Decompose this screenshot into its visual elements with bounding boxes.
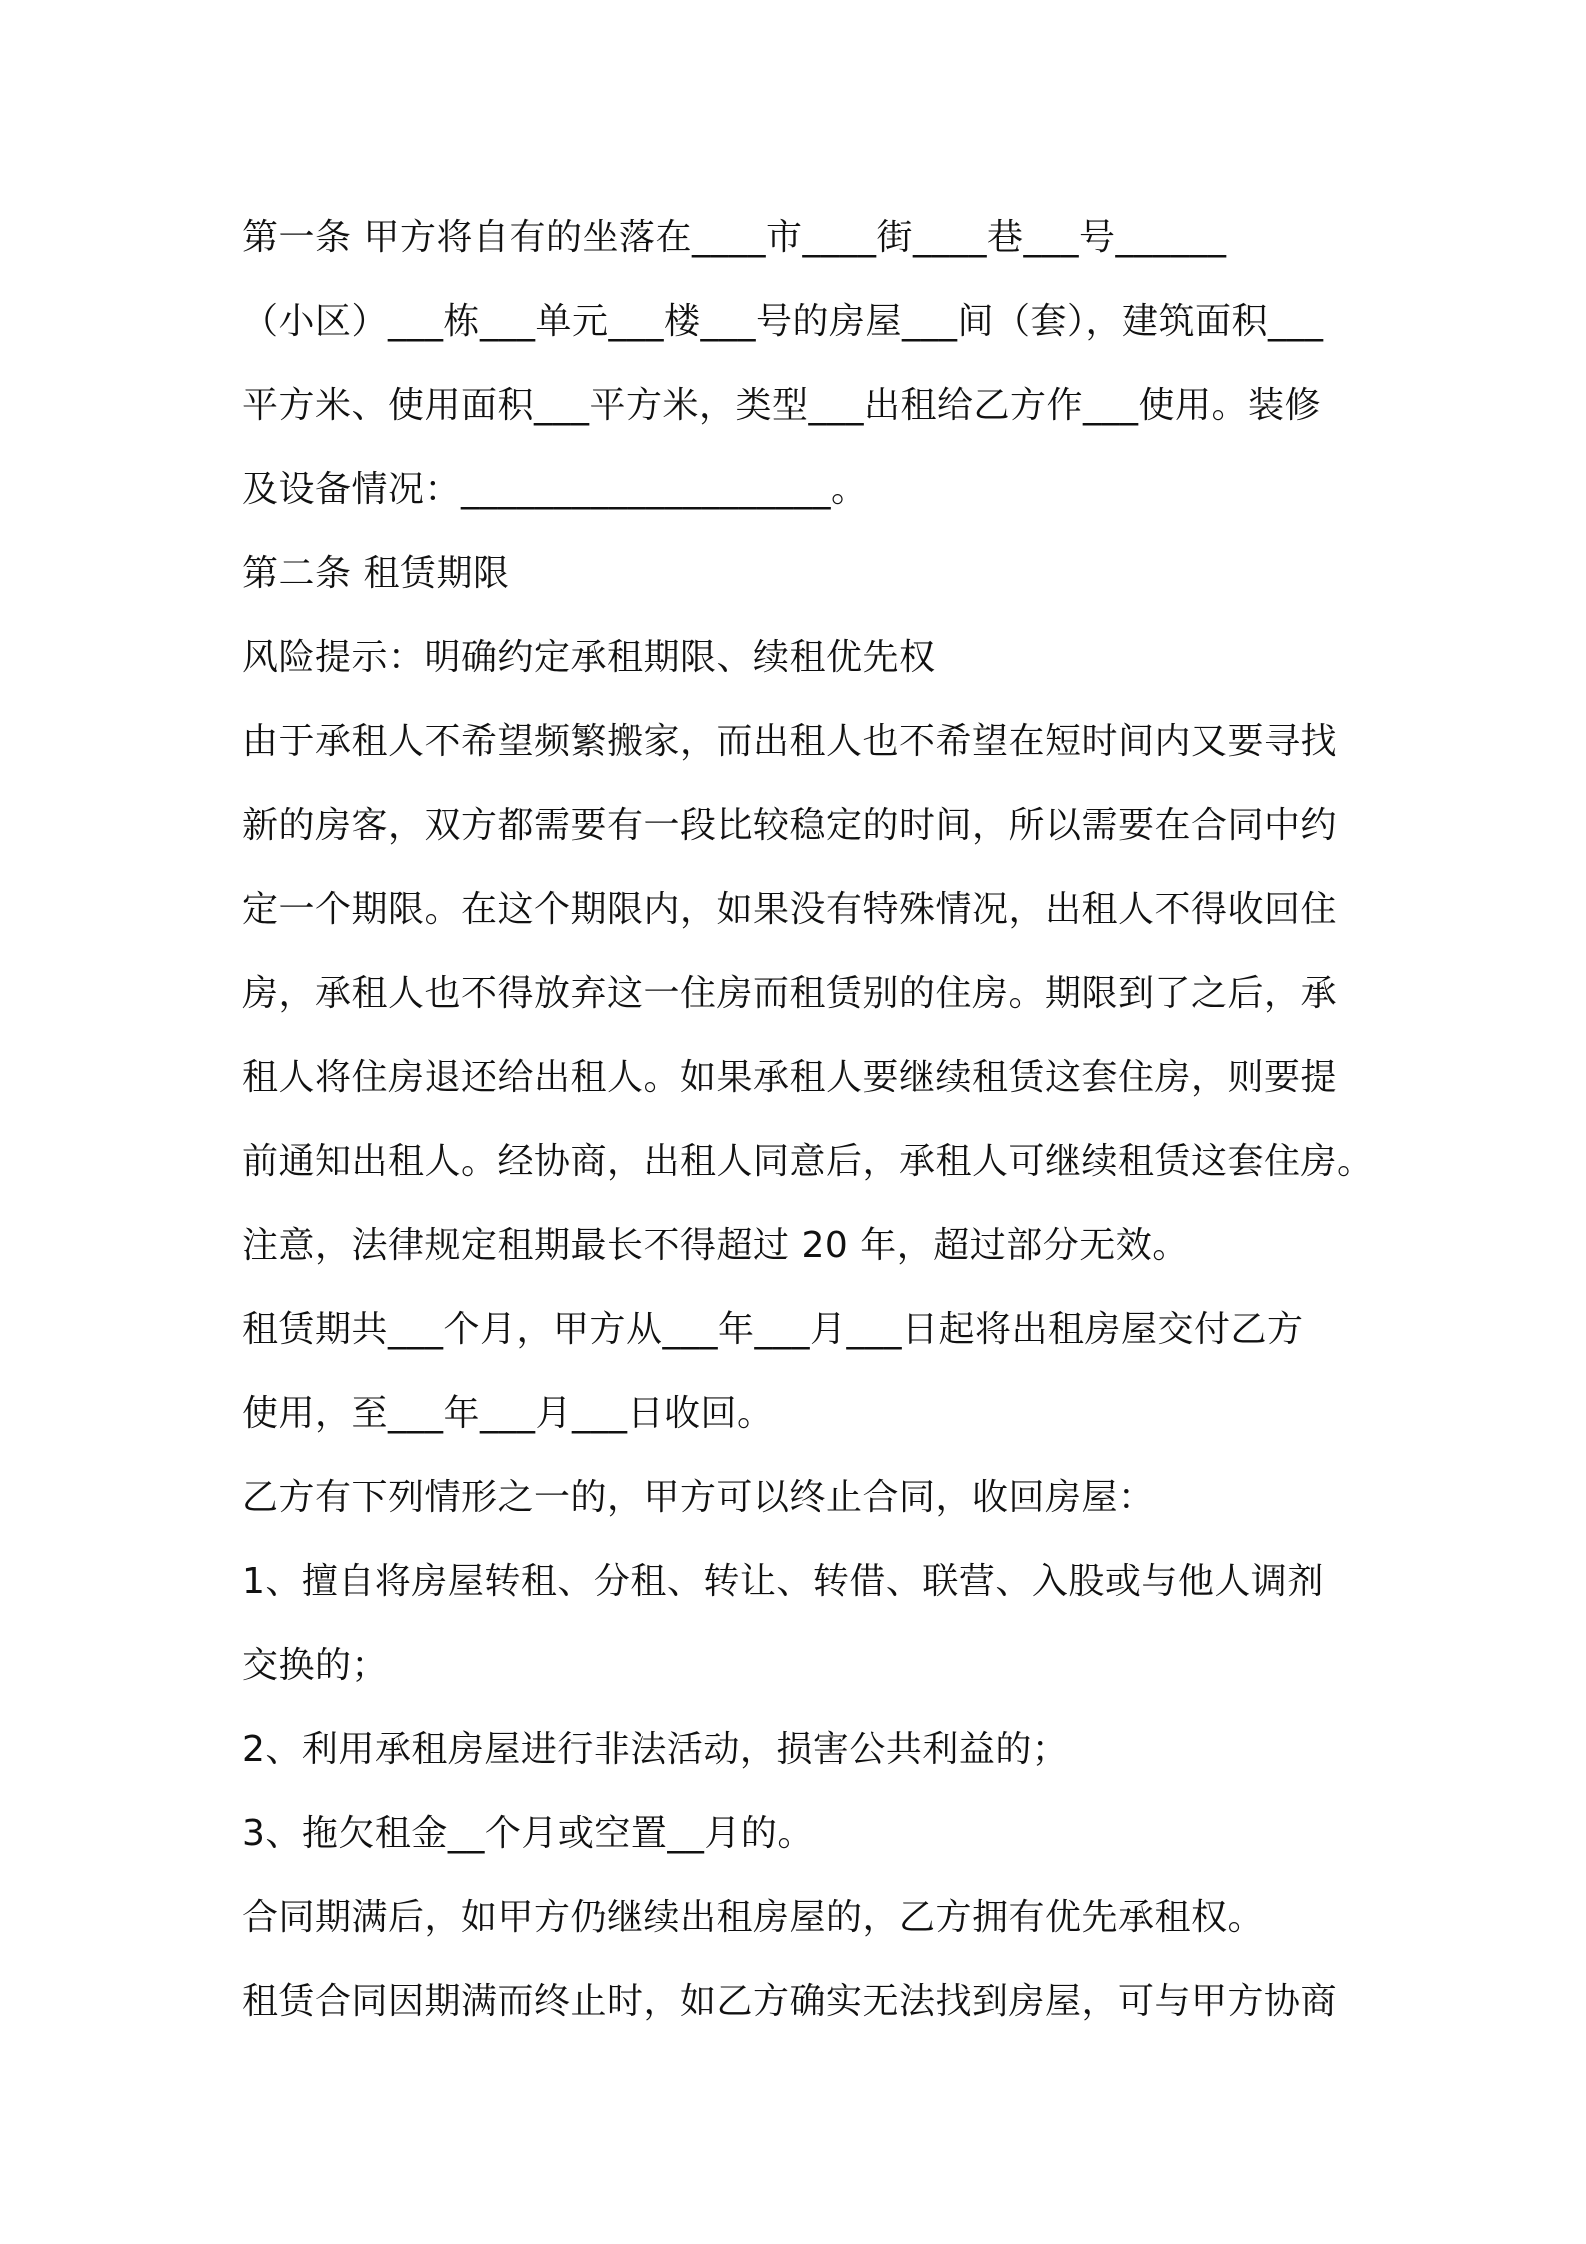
text-line: 新的房客，双方都需要有一段比较稳定的时间，所以需要在合同中约 (242, 805, 1338, 846)
text-line: 合同期满后，如甲方仍继续出租房屋的，乙方拥有优先承租权。 (242, 1897, 1265, 1938)
text-line: 乙方有下列情形之一的，甲方可以终止合同，收回房屋： (242, 1477, 1155, 1518)
text-line: 租人将住房退还给出租人。如果承租人要继续租赁这套住房，则要提 (242, 1057, 1338, 1098)
list-item: 3、拖欠租金__个月或空置__月的。 (242, 1813, 814, 1854)
text-line: 前通知出租人。经协商，出租人同意后，承租人可继续租赁这套住房。 (242, 1141, 1374, 1182)
text-line: 定一个期限。在这个期限内，如果没有特殊情况，出租人不得收回住 (242, 889, 1338, 930)
list-item-continuation: 交换的； (242, 1645, 389, 1686)
section-heading: 第二条 租赁期限 (242, 553, 510, 594)
list-item: 1、擅自将房屋转租、分租、转让、转借、联营、入股或与他人调剂 (242, 1561, 1324, 1602)
document-body (242, 196, 1374, 2044)
risk-tip-line: 风险提示：明确约定承租期限、续租优先权 (242, 637, 936, 678)
text-line: （小区）___栋___单元___楼___号的房屋___间（套），建筑面积___ (242, 301, 1324, 342)
text-line: 租赁合同因期满而终止时，如乙方确实无法找到房屋，可与甲方协商 (242, 1981, 1338, 2022)
list-item: 2、利用承租房屋进行非法活动，损害公共利益的； (242, 1729, 1069, 1770)
text-line: 平方米、使用面积___平方米，类型___出租给乙方作___使用。装修 (242, 385, 1322, 426)
text-line: 及设备情况：____________________。 (242, 469, 868, 510)
note-line: 注意，法律规定租期最长不得超过 20 年，超过部分无效。 (242, 1225, 1189, 1266)
text-line: 由于承租人不希望频繁搬家，而出租人也不希望在短时间内又要寻找 (242, 721, 1338, 762)
text-line: 租赁期共___个月，甲方从___年___月___日起将出租房屋交付乙方 (242, 1309, 1304, 1350)
text-line: 使用，至___年___月___日收回。 (242, 1393, 774, 1434)
text-line: 第一条 甲方将自有的坐落在____市____街____巷___号______ (242, 217, 1227, 258)
text-line: 房，承租人也不得放弃这一住房而租赁别的住房。期限到了之后，承 (242, 973, 1338, 1014)
